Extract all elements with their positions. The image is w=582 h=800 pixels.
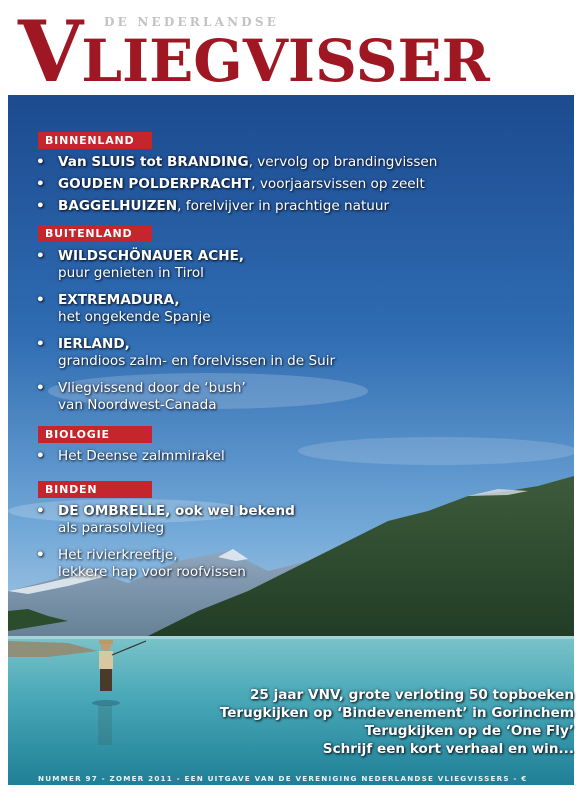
list-item: • EXTREMADURA, het ongekende Spanje bbox=[36, 292, 211, 325]
section-label-biologie: BIOLOGIE bbox=[38, 426, 152, 443]
section-label-binnenland: BINNENLAND bbox=[38, 132, 152, 149]
list-item: • Vliegvissend door de ‘bush’ van Noordwest-Canada bbox=[36, 380, 246, 413]
bullet-icon: • bbox=[36, 380, 45, 396]
bullet-icon: • bbox=[36, 547, 45, 563]
list-item: • WILDSCHÖNAUER ACHE, puur genieten in Tirol bbox=[36, 248, 245, 281]
bullet-icon: • bbox=[36, 154, 45, 170]
promo-line: Terugkijken op de ‘One Fly’ bbox=[364, 723, 574, 739]
magazine-subtitle: DE NEDERLANDSE bbox=[104, 15, 280, 29]
bullet-icon: • bbox=[36, 336, 45, 352]
list-item: • Het Deense zalmmirakel bbox=[36, 448, 225, 464]
promo-line: Terugkijken op ‘Bindevenement’ in Gorinchem bbox=[219, 705, 574, 721]
bullet-icon: • bbox=[36, 503, 45, 519]
bullet-icon: • bbox=[36, 176, 45, 192]
list-item: • IERLAND, grandioos zalm- en forelvissen in de Suir bbox=[36, 336, 336, 369]
list-item: • BAGGELHUIZEN, forelvijver in prachtige natuur bbox=[36, 198, 390, 214]
bullet-icon: • bbox=[36, 198, 45, 214]
bullet-icon: • bbox=[36, 248, 45, 264]
issue-footer: NUMMER 97 - ZOMER 2011 - EEN UITGAVE VAN DE VERENIGING NEDERLANDSE VLIEGVISSERS - € bbox=[38, 774, 528, 783]
list-item: • Het rivierkreeftje, lekkere hap voor roofvissen bbox=[36, 547, 246, 580]
promo-line: 25 jaar VNV, grote verloting 50 topboeken bbox=[249, 687, 574, 703]
masthead bbox=[0, 0, 582, 101]
section-label-buitenland: BUITENLAND bbox=[38, 225, 152, 242]
title-initial: V bbox=[18, 2, 82, 101]
promo-line: Schrijf een kort verhaal en win... bbox=[322, 741, 574, 757]
list-item: • Van SLUIS tot BRANDING, vervolg op brandingvissen bbox=[36, 154, 438, 170]
bullet-icon: • bbox=[36, 448, 45, 464]
bullet-icon: • bbox=[36, 292, 45, 308]
list-item: • GOUDEN POLDERPRACHT, voorjaarsvissen op zeelt bbox=[36, 176, 425, 192]
bottom-margin bbox=[0, 785, 582, 800]
list-item: • DE OMBRELLE, ook wel bekend als parasolvlieg bbox=[36, 503, 295, 536]
section-label-binden: BINDEN bbox=[38, 481, 152, 498]
title-rest: LIEGVISSER bbox=[81, 27, 490, 95]
